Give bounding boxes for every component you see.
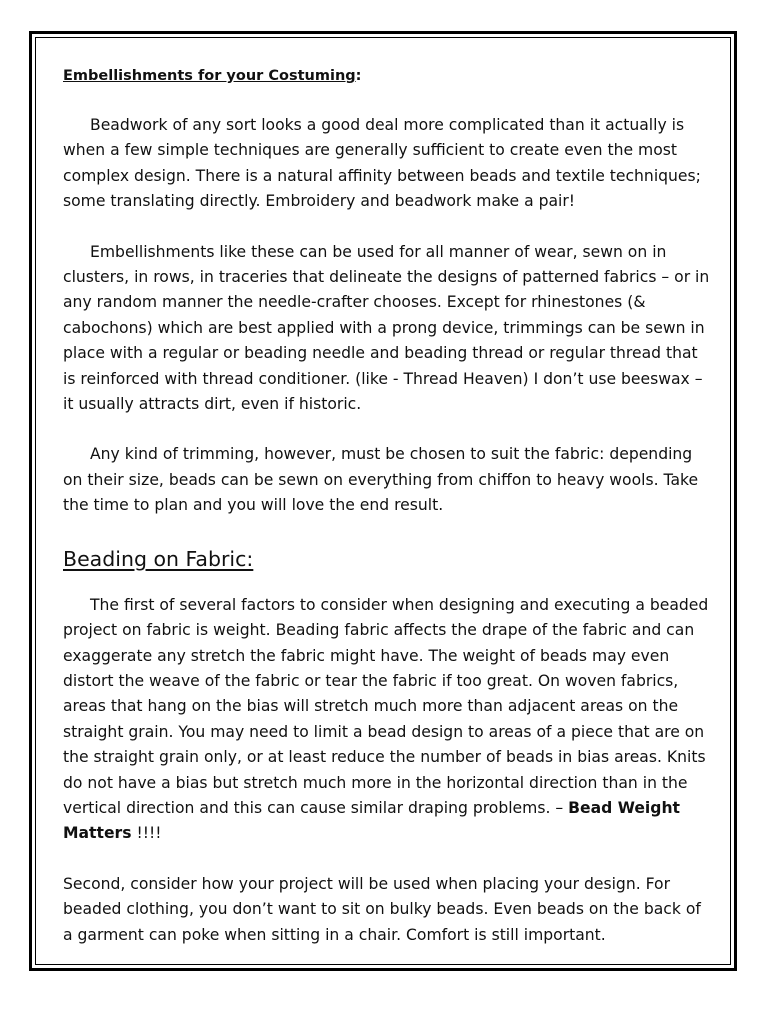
paragraph-weight-text: The first of several factors to consider when designing and executing a beaded project on fabric is weight. Beading fabric affects the drape of the fabric and can exaggerate any stretch the fabric might have. The weight of beads may even distort the weave of the fabric or tear the fabric if too great. On woven fabrics, areas that hang on the bias will stretch much more than adjacent areas on the straight grain. You may need to limit a bead design to areas of a piece that are on the straight grain only, or at least reduce the number of beads in bias areas. Knits do not have a bias but stretch much more in the horizontal direction than in the vertical direction and this can cause similar draping problems. – (63, 595, 709, 817)
section-heading-colon: : (355, 68, 362, 84)
paragraph-weight-exclaim: !!!! (131, 824, 162, 843)
paragraph-weight-factor (63, 593, 713, 847)
paragraph-embellishments-usage: Embellishments like these can be used for all manner of wear, sewn on in clusters, in rows, in traceries that delineate the designs of patterned fabrics – or in any random manner the needle-crafter chooses. Except for rhinestones (& cabochons) which are best applied with a prong device, trimmings can be sewn in place with a regular or beading needle and beading thread or regular thread that is reinforced with thread conditioner. (like - Thread Heaven) I don’t use beeswax – it usually attracts dirt, even if historic. (63, 242, 710, 414)
paragraph-trimming-choice: Any kind of trimming, however, must be chosen to suit the fabric: depending on their size, beads can be sewn on everything from chiffon to heavy wools. Take the time to plan and you will love the end result. (63, 445, 699, 515)
section-heading-text: Embellishments for your Costuming (63, 68, 356, 84)
paragraph-beadwork: Beadwork of any sort looks a good deal more complicated than it actually is when a few simple techniques are generally sufficient to create even the most complex design. There is a natural affinity between beads and textile techniques; some translating directly. Embroidery and beadwork make a pair! (63, 116, 701, 211)
section-heading-beading-on-fabric: Beading on Fabric: (63, 546, 254, 571)
section-heading-embellishments (63, 64, 713, 88)
bead-weight-emphasis: Bead Weight Matters (63, 798, 680, 843)
paragraph-placement: Second, consider how your project will be used when placing your design. For beaded clothing, you don’t want to sit on bulky beads. Even beads on the back of a garment can poke when sitting in a chair. Comfort is still important. (63, 874, 701, 944)
document-body (63, 64, 713, 948)
